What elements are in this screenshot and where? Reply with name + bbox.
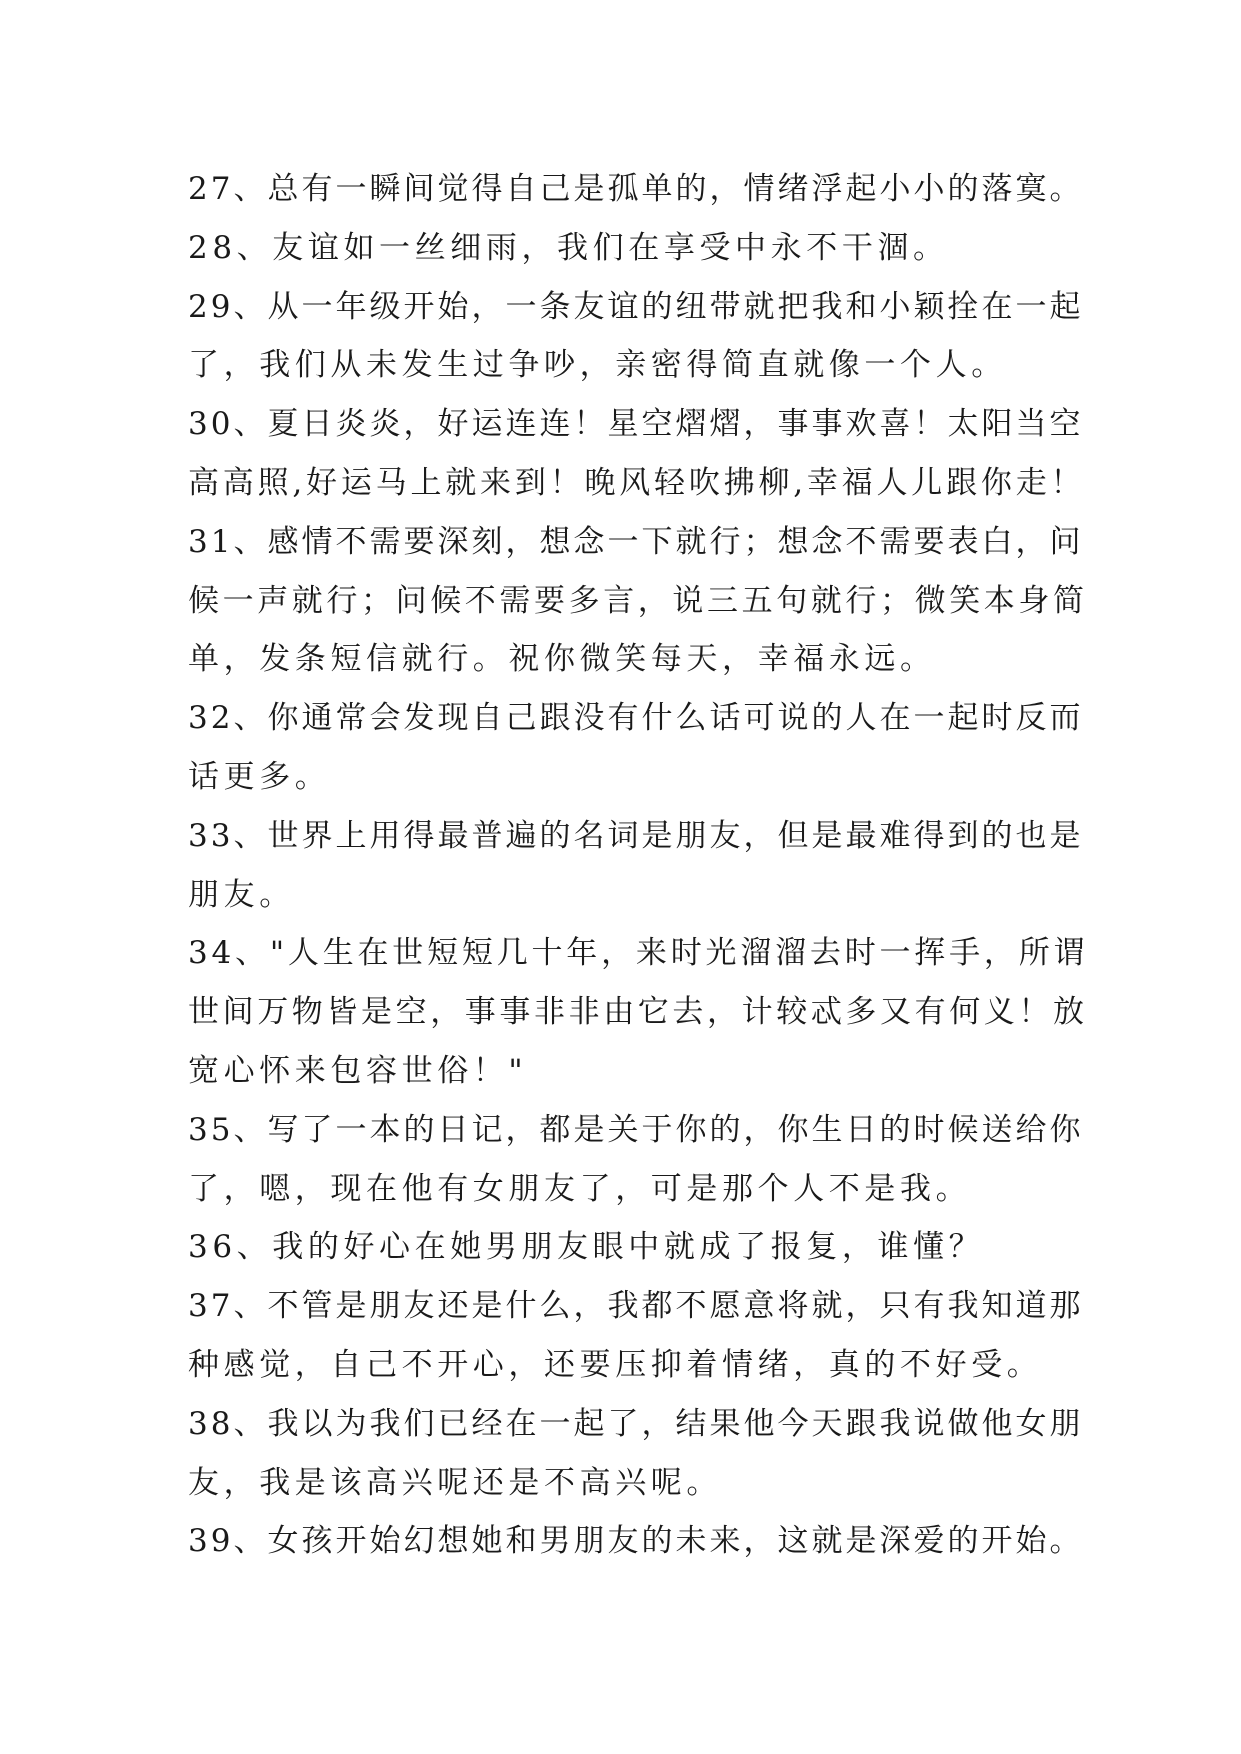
text-line: 32、你通常会发现自己跟没有什么话可说的人在一起时反而 xyxy=(188,700,1084,737)
text-line: 28、友谊如一丝细雨，我们在享受中永不干涸。 xyxy=(188,229,949,266)
text-line: 候一声就行；问候不需要多言，说三五句就行；微笑本身简 xyxy=(188,582,1088,619)
text-line: 30、夏日炎炎，好运连连！星空熠熠，事事欢喜！太阳当空 xyxy=(188,406,1084,443)
text-line: 友，我是该高兴呢还是不高兴呢。 xyxy=(188,1464,722,1501)
text-line: 世间万物皆是空，事事非非由它去，计较忒多又有何义！放 xyxy=(188,994,1088,1031)
text-line: 种感觉，自己不开心，还要压抑着情绪，真的不好受。 xyxy=(188,1346,1043,1383)
text-line: 31、感情不需要深刻，想念一下就行；想念不需要表白，问 xyxy=(188,523,1084,560)
text-line: 37、不管是朋友还是什么，我都不愿意将就，只有我知道那 xyxy=(188,1288,1084,1325)
text-line: 36、我的好心在她男朋友眼中就成了报复，谁懂？ xyxy=(188,1229,985,1266)
text-line: 33、世界上用得最普遍的名词是朋友，但是最难得到的也是 xyxy=(188,817,1084,854)
text-line: 宽心怀来包容世俗！" xyxy=(188,1052,528,1089)
text-line: 话更多。 xyxy=(188,758,331,795)
text-line: 单，发条短信就行。祝你微笑每天，幸福永远。 xyxy=(188,641,936,678)
text-line: 27、总有一瞬间觉得自己是孤单的，情绪浮起小小的落寞。 xyxy=(188,171,1084,207)
text-line: 了，我们从未发生过争吵，亲密得简直就像一个人。 xyxy=(188,347,1007,384)
text-line: 朋友。 xyxy=(188,876,295,913)
text-line: 29、从一年级开始，一条友谊的纽带就把我和小颖拴在一起 xyxy=(188,288,1084,325)
text-line: 高高照,好运马上就来到！晚风轻吹拂柳,幸福人儿跟你走！ xyxy=(188,464,1086,501)
text-line: 34、"人生在世短短几十年，来时光溜溜去时一挥手，所谓 xyxy=(188,935,1089,972)
text-line: 了，嗯，现在他有女朋友了，可是那个人不是我。 xyxy=(188,1170,972,1207)
text-line: 39、女孩开始幻想她和男朋友的未来，这就是深爱的开始。 xyxy=(188,1523,1084,1560)
document-body xyxy=(188,160,1088,1571)
text-line: 38、我以为我们已经在一起了，结果他今天跟我说做他女朋 xyxy=(188,1405,1084,1442)
text-line: 35、写了一本的日记，都是关于你的，你生日的时候送给你 xyxy=(188,1111,1084,1148)
